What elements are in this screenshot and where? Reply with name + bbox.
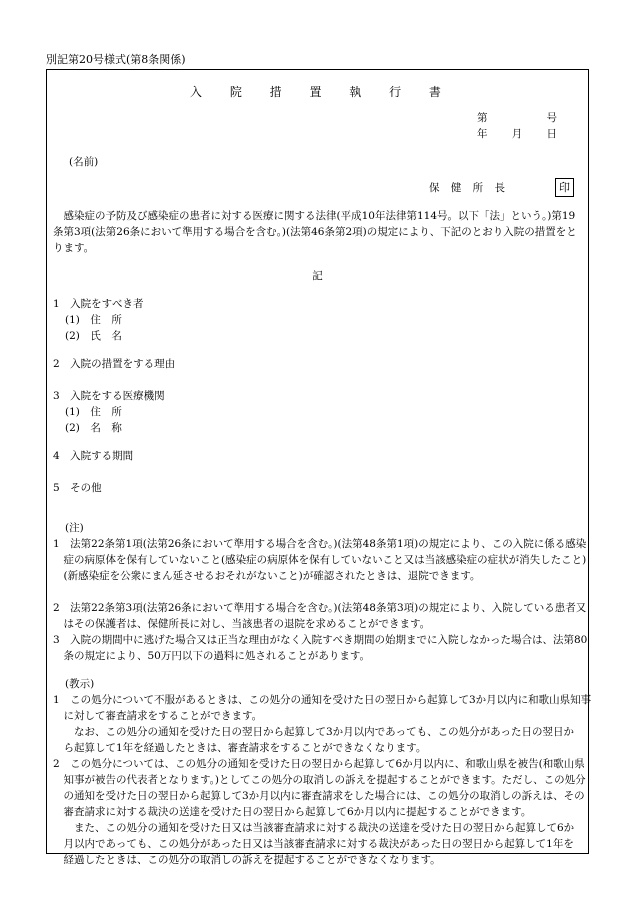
seal-mark: 印	[555, 178, 574, 197]
teaching-2: 2 この処分については、この処分の通知を受けた日の翌日から起算して6か月以内に、和歌山県を被告(和歌山県知事が被告の代表者となります。)としてこの処分の取消しの訴えを提起することができます。ただし、この処分の通知を受けた日の翌日から起算して3か月以内に審査請求をした場合には、この処分の取消しの訴えは、その審査請求に対する裁決の送達を受けた日の翌日から起算して6か月以内に提起することができます。	[53, 758, 586, 818]
teaching-1-note: なお、この処分の通知を受けた日の翌日から起算して3か月以内であっても、この処分があった日の翌日から起算して1年を経過したときは、審査請求をすることができなくなります。	[63, 726, 574, 754]
item-3-name: (2) 名 称	[65, 422, 122, 434]
teaching-heading: (教示)	[65, 678, 95, 690]
date-line	[477, 126, 557, 142]
item-4: 4 入院する期間	[53, 450, 134, 462]
date-day: 日	[546, 128, 557, 140]
document-title: 入 院 措 置 執 行 書	[190, 85, 453, 99]
item-1-name: (2) 氏 名	[65, 330, 122, 342]
note-2: 2 法第22条第3項(法第26条において準用する場合を含む。)(法第48条第3項)の規定により、入院している患者又はその保護者は、保健所長に対し、当該患者の退院を求めることができます。	[53, 602, 587, 630]
item-3: 3 入院をする医療機関	[53, 390, 165, 402]
teaching-1: 1 この処分について不服があるときは、この処分の通知を受けた日の翌日から起算して3か月以内に和歌山県知事に対して審査請求をすることができます。	[53, 694, 592, 722]
intro-paragraph: 感染症の予防及び感染症の患者に対する医療に関する法律(平成10年法律第114号。以下「法」という。)第19条第3項(法第26条において準用する場合を含む。)(法第46条第2項)の規定により、下記のとおり入院の措置をとります。	[53, 210, 577, 254]
date-year: 年	[477, 128, 488, 140]
teaching-2-note: また、この処分の通知を受けた日又は当該審査請求に対する裁決の送達を受けた日の翌日から起算して6か月以内であっても、この処分があった日又は当該審査請求に対する裁決があった日の翌日から起算して1年を経過したときは、この処分の取消しの訴えを提起することができなくなります。	[63, 822, 575, 866]
number-prefix: 第	[477, 112, 488, 124]
date-month: 月	[511, 128, 523, 140]
number-line	[477, 110, 557, 126]
addressee: (名前)	[69, 156, 99, 168]
form-label: 別記第20号様式(第8条関係)	[46, 53, 186, 66]
ki-heading: 記	[312, 270, 323, 282]
item-2: 2 入院の措置をする理由	[53, 358, 176, 370]
note-3: 3 入院の期間中に逃げた場合又は正当な理由がなく入院すべき期間の始期までに入院しなかった場合は、法第80条の規定により、50万円以下の過料に処されることがあります。	[53, 634, 588, 662]
issuer: 保 健 所 長	[429, 182, 510, 194]
item-5: 5 その他	[53, 482, 102, 494]
item-1-address: (1) 住 所	[65, 314, 122, 326]
item-1: 1 入院をすべき者	[53, 298, 144, 310]
item-3-address: (1) 住 所	[65, 406, 122, 418]
notes-heading: (注)	[65, 522, 84, 534]
note-1: 1 法第22条第1項(法第26条において準用する場合を含む。)(法第48条第1項)の規定により、この入院に係る感染症の病原体を保有していないこと(感染症の病原体を保有していないこと又は当該感染症の症状が消失したこと)(新感染症を公衆にまん延させるおそれがないこと)が確認されたときは、退院できます。	[53, 538, 587, 582]
number-suffix: 号	[546, 112, 557, 124]
document-frame	[46, 69, 592, 866]
